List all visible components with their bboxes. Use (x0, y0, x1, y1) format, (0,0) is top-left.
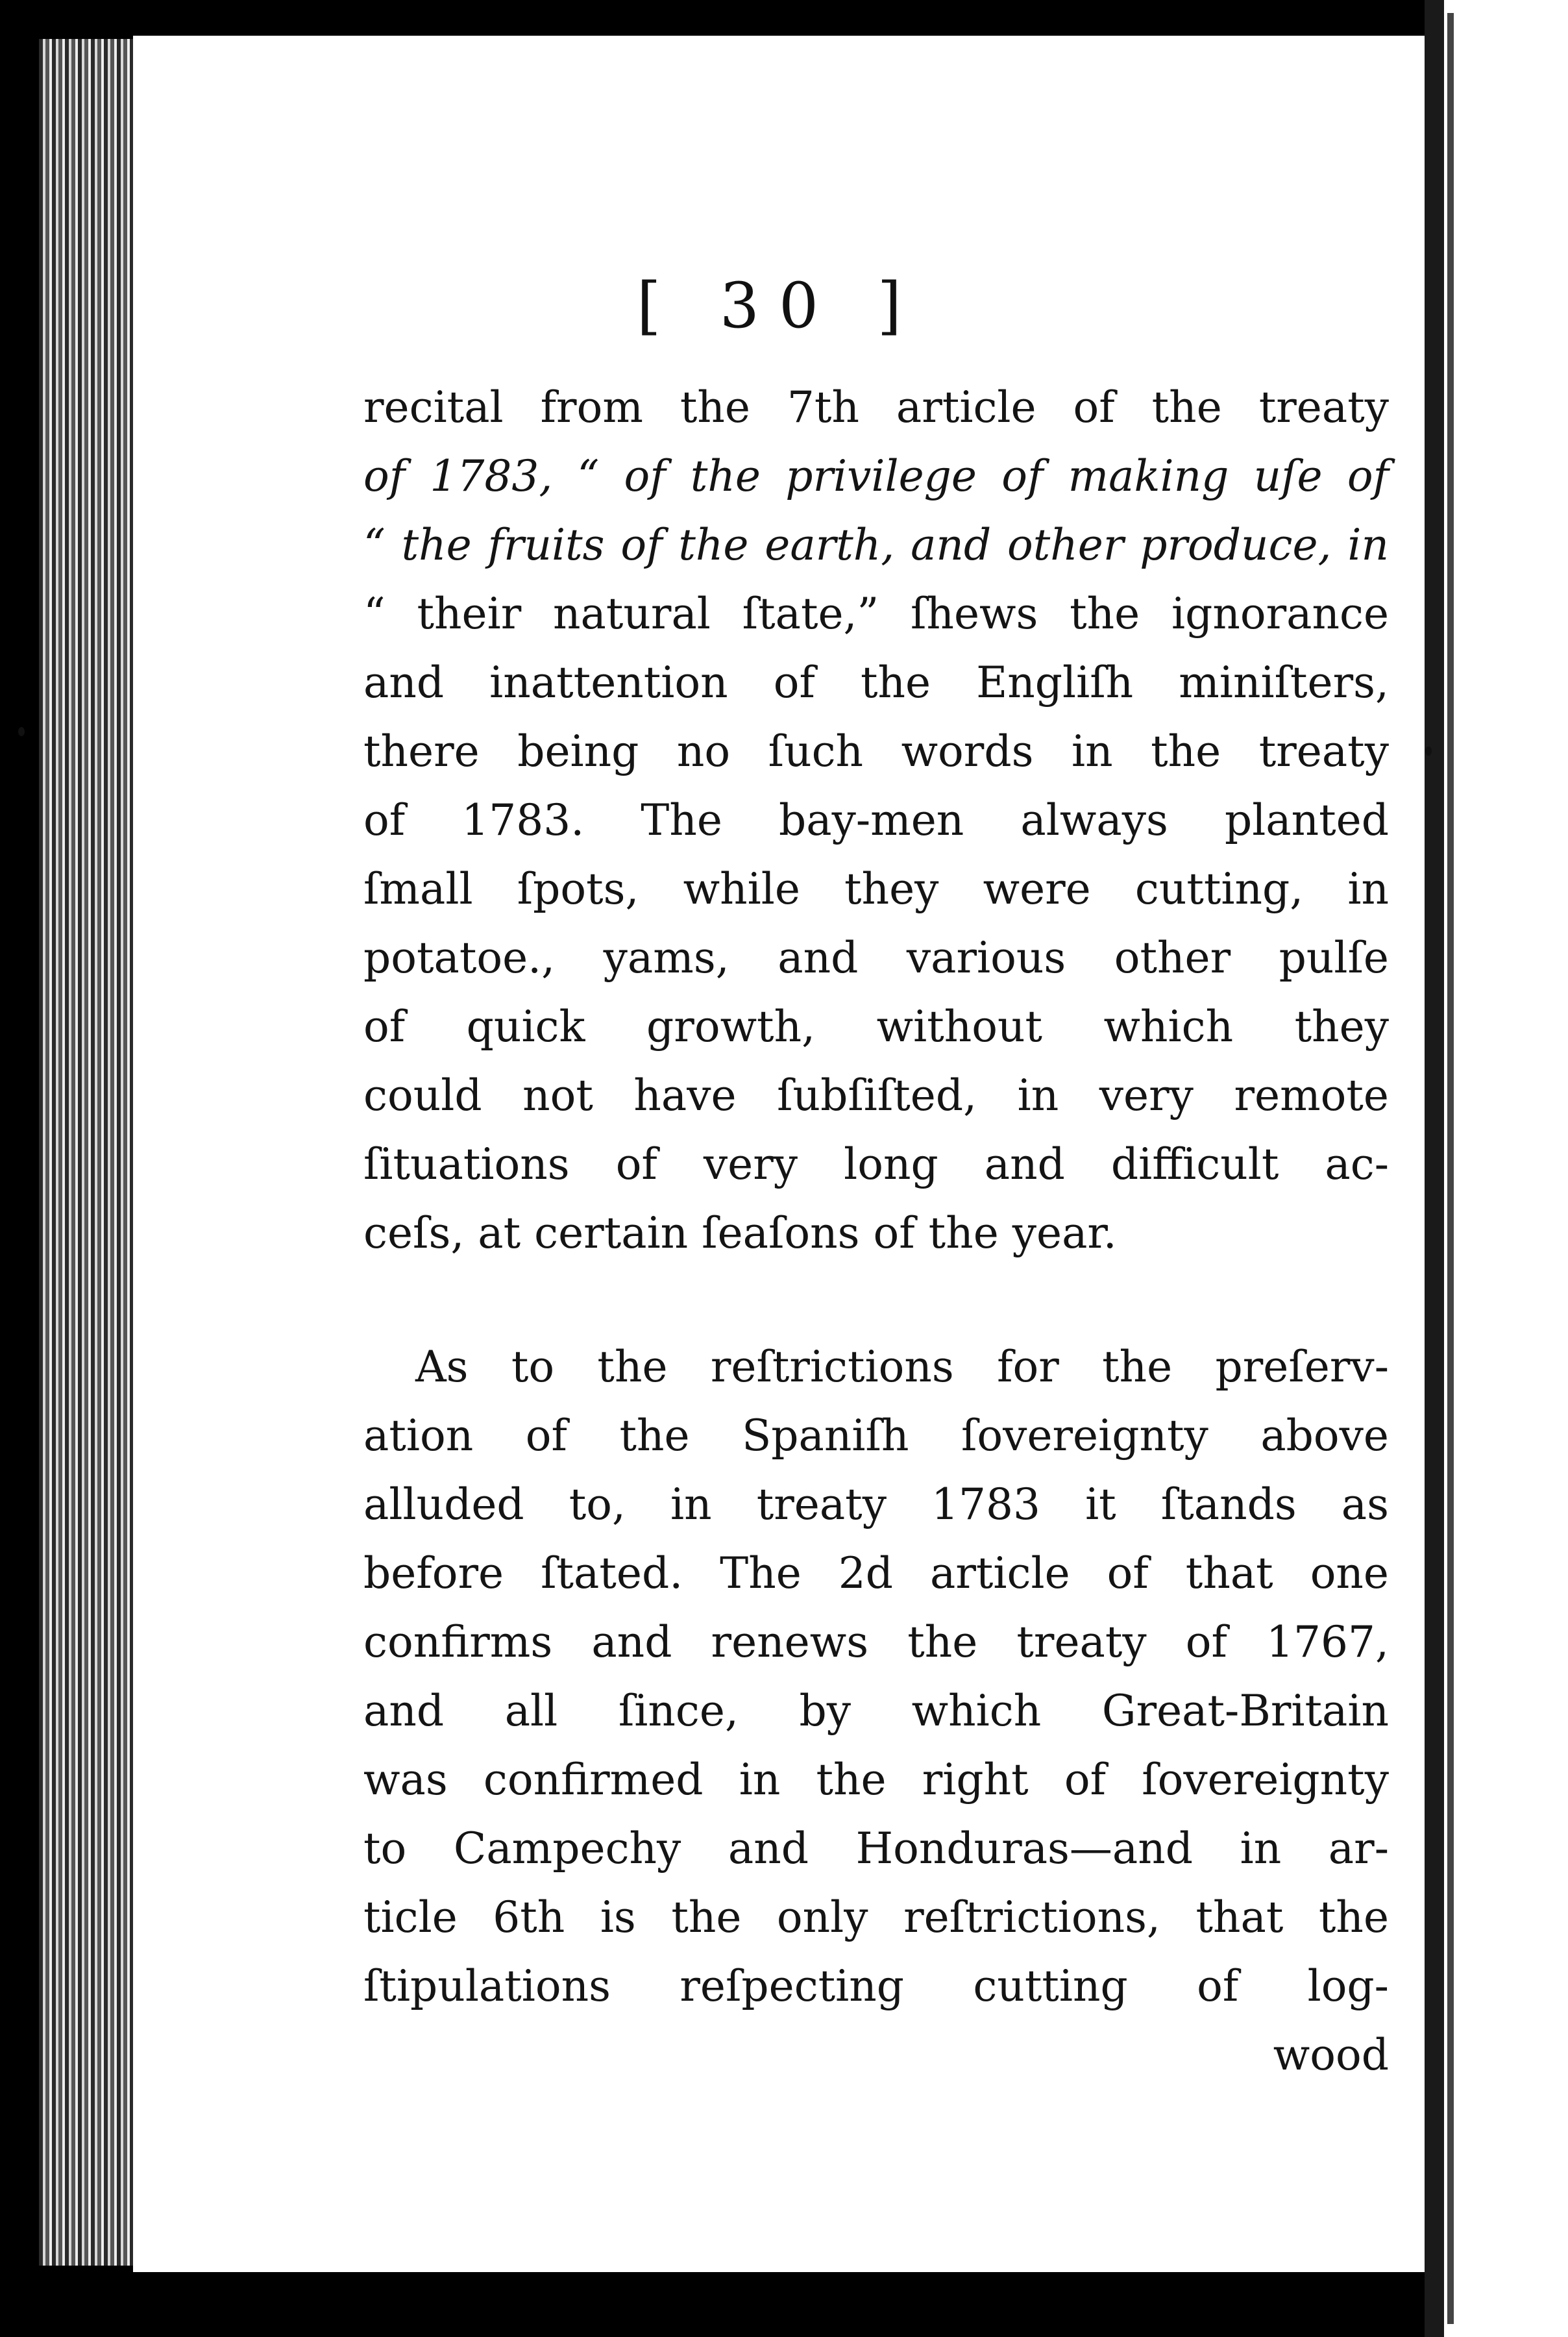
text-line: of quick growth, without which they (363, 1002, 1389, 1052)
text-line: and all ſince, by which Great-Britain (363, 1686, 1389, 1736)
facing-page-edge (1444, 0, 1568, 2337)
text-line: of 1783, “ of the privilege of making uſe of (363, 451, 1389, 501)
margin-speck (18, 727, 25, 736)
facing-page-strip (1447, 13, 1454, 2324)
text-line: ation of the Spaniſh ſovereignty above (363, 1411, 1389, 1461)
text-line: As to the reſtrictions for the preſerv- (415, 1342, 1389, 1392)
text-line: to Campechy and Honduras—and in ar- (363, 1824, 1389, 1873)
text-line: could not have ſubſiſted, in very remote (363, 1070, 1389, 1120)
text-line: of 1783. The bay-men always planted (363, 795, 1389, 845)
text-line: alluded to, in treaty 1783 it ſtands as (363, 1479, 1389, 1529)
text-line: confirms and renews the treaty of 1767, (363, 1617, 1389, 1667)
text-line: “ their natural ſtate,” ſhews the ignorance (363, 589, 1389, 639)
text-line: potatoe., yams, and various other pulſe (363, 933, 1389, 983)
text-line: and inattention of the Engliſh miniſters, (363, 658, 1389, 708)
text-line: ſituations of very long and difficult ac- (363, 1139, 1389, 1189)
book-page (133, 36, 1425, 2272)
text-line: “ the fruits of the earth, and other produce, in (363, 520, 1389, 570)
page-edges (39, 39, 136, 2266)
page-number-header: [ 30 ] (636, 269, 922, 342)
paragraph-gap (363, 1268, 1389, 1333)
catchword: wood (1273, 2030, 1389, 2080)
text-line: ſtipulations reſpecting cutting of log- (363, 1961, 1389, 2011)
body-text (363, 373, 1389, 2090)
text-line: was confirmed in the right of ſovereignty (363, 1755, 1389, 1805)
text-line: recital from the 7th article of the treaty (363, 382, 1389, 432)
text-line: ticle 6th is the only reſtrictions, that the (363, 1892, 1389, 1942)
text-line: before ſtated. The 2d article of that one (363, 1548, 1389, 1598)
margin-speck (1425, 747, 1432, 756)
text-line: there being no ſuch words in the treaty (363, 726, 1389, 776)
text-line: ceſs, at certain ſeaſons of the year. (363, 1208, 1117, 1258)
text-line: ſmall ſpots, while they were cutting, in (363, 864, 1389, 914)
binding-shadow (1425, 0, 1444, 2337)
